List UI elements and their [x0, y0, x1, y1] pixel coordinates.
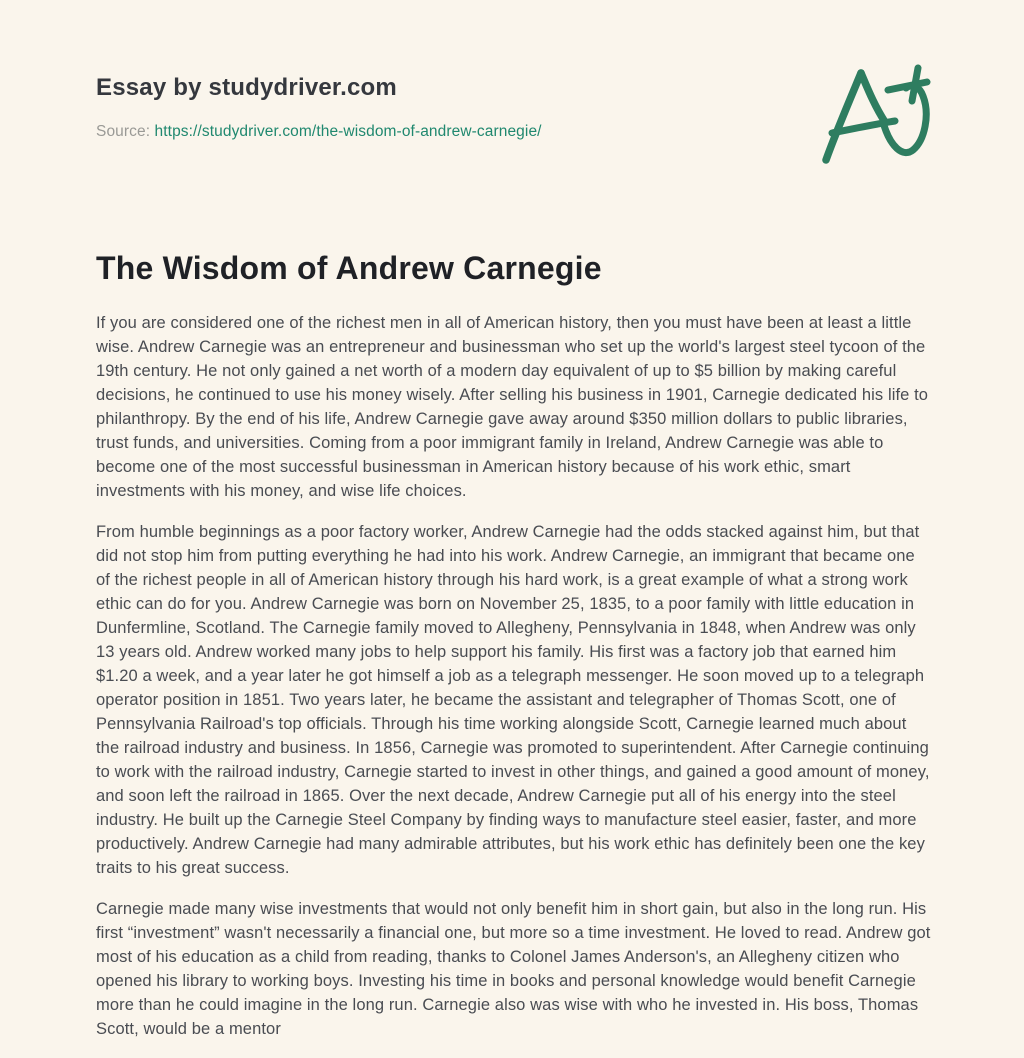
- source-url-link[interactable]: https://studydriver.com/the-wisdom-of-andrew-carnegie/: [154, 123, 542, 140]
- essay-paragraph-1: If you are considered one of the richest men in all of American history, then you must have been at least a little wise. Andrew Carnegie was an entrepreneur and businessman who set up the world's largest steel tycoon of the 19th century. He not only gained a net worth of a modern day equivalent of up to $5 billion by making careful decisions, he continued to use his money wisely. After selling his business in 1901, Carnegie dedicated his life to philanthropy. By the end of his life, Andrew Carnegie gave away around $350 million dollars to public libraries, trust funds, and universities. Coming from a poor immigrant family in Ireland, Andrew Carnegie was able to become one of the most successful businessman in American history because of his work ethic, smart investments with his money, and wise life choices.: [96, 314, 929, 500]
- studydriver-a-plus-logo-icon: [816, 58, 938, 172]
- essay-title: The Wisdom of Andrew Carnegie: [96, 250, 602, 286]
- source-row: [96, 123, 542, 141]
- source-label: Source:: [96, 123, 151, 140]
- essay-paragraph-3: Carnegie made many wise investments that would not only benefit him in short gain, but also in the long run. His first “investment” wasn't necessarily a financial one, but more so a time investment. He loved to read. Andrew got most of his education as a child from reading, thanks to Colonel James Anderson's, an Allegheny citizen who opened his library to working boys. Investing his time in books and personal knowledge would benefit Carnegie more than he could imagine in the long run. Carnegie also was wise with who he invested in. His boss, Thomas Scott, would be a mentor: [96, 900, 931, 1038]
- page-header-title: Essay by studydriver.com: [96, 74, 397, 101]
- essay-body: [96, 311, 932, 1058]
- essay-paragraph-2: From humble beginnings as a poor factory worker, Andrew Carnegie had the odds stacked against him, but that did not stop him from putting everything he had into his work. Andrew Carnegie, an immigrant that became one of the richest people in all of American history through his hard work, is a great example of what a strong work ethic can do for you. Andrew Carnegie was born on November 25, 1835, to a poor family with little education in Dunfermline, Scotland. The Carnegie family moved to Allegheny, Pennsylvania in 1848, when Andrew was only 13 years old. Andrew worked many jobs to help support his family. His first was a factory job that earned him $1.20 a week, and a year later he got himself a job as a telegraph messenger. He soon moved up to a telegraph operator position in 1851. Two years later, he became the assistant and telegrapher of Thomas Scott, one of Pennsylvania Railroad's top officials. Through his time working alongside Scott, Carnegie learned much about the railroad industry and business. In 1856, Carnegie was promoted to superintendent. After Carnegie continuing to work with the railroad industry, Carnegie started to invest in other things, and gained a good amount of money, and soon left the railroad in 1865. Over the next decade, Andrew Carnegie put all of his energy into the steel industry. He built up the Carnegie Steel Company by finding ways to manufacture steel easier, faster, and more productively. Andrew Carnegie had many admirable attributes, but his work ethic has definitely been one the key traits to his great success.: [96, 523, 930, 877]
